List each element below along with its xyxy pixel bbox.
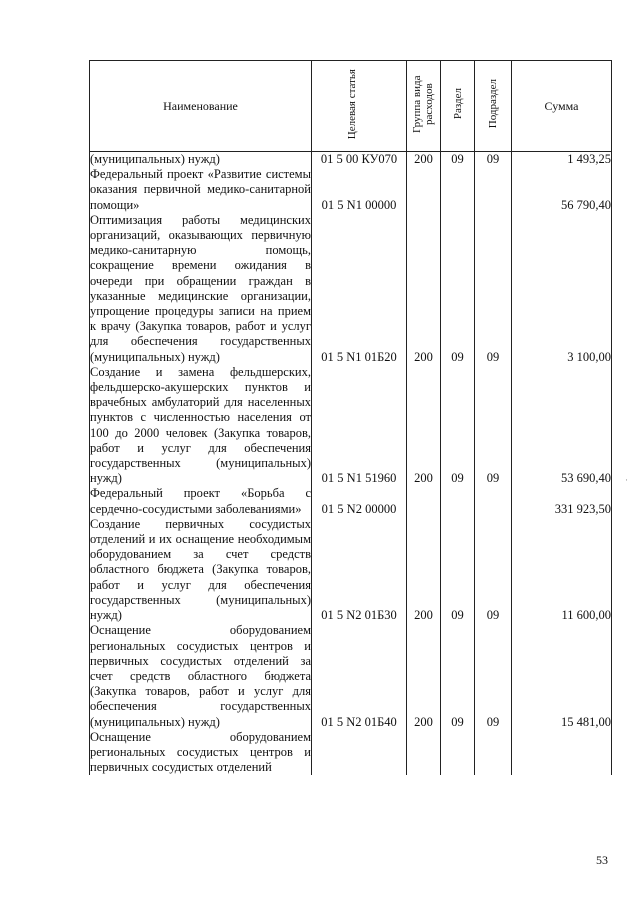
header-sum: Сумма xyxy=(512,61,612,152)
row-section: 09 xyxy=(451,471,464,486)
table-header-row xyxy=(90,61,612,152)
row-sum: 56 790,40 xyxy=(561,197,611,212)
row-subsection: 09 xyxy=(486,714,500,729)
row-name: Оснащение оборудованием региональных сосудистых центров и первичных сосудистых отделений xyxy=(90,729,311,775)
row-group: 200 xyxy=(414,349,433,364)
row-sum xyxy=(512,730,612,776)
row-code: 01 5 N1 01Б20 xyxy=(321,349,397,364)
header-expense-group xyxy=(407,61,441,152)
row-code: 01 5 N1 00000 xyxy=(321,197,397,212)
row-subsection xyxy=(475,730,512,776)
row-subsection xyxy=(475,486,512,516)
table-row xyxy=(90,152,612,168)
row-subsection: 09 xyxy=(486,349,500,364)
margin-mark: · xyxy=(625,475,628,485)
row-sum: 15 481,00 xyxy=(561,714,611,729)
row-section: 09 xyxy=(451,608,464,623)
header-target xyxy=(312,61,407,152)
row-sum: 3 100,00 xyxy=(567,349,611,364)
row-name: Оснащение оборудованием региональных сосудистых центров и первичных сосудистых отделений за счет средств областного бюджета (Закупка товаров, работ и услуг для обеспечения государственных (муниципальных) нужд) xyxy=(90,623,311,729)
row-sum: 11 600,00 xyxy=(561,608,611,623)
row-section xyxy=(441,486,475,516)
row-section: 09 xyxy=(441,152,475,168)
header-name: Наименование xyxy=(90,61,312,152)
page-number: 53 xyxy=(596,853,608,867)
table-row xyxy=(90,730,612,776)
row-section: 09 xyxy=(451,714,464,729)
row-group xyxy=(407,730,441,776)
row-group: 200 xyxy=(414,714,433,729)
row-code xyxy=(312,730,407,776)
row-code: 01 5 N2 01Б30 xyxy=(321,608,397,623)
row-sum: 53 690,40 xyxy=(561,471,611,486)
row-group xyxy=(407,486,441,516)
row-subsection: 09 xyxy=(486,608,500,623)
table-row xyxy=(90,486,612,516)
row-name: Создание и замена фельдшерских, фельдшерско-акушерских пунктов и врачебных амбулаторий для населенных пунктов с численностью населения от 100 до 2000 человек (Закупка товаров, работ и услуг для обеспечения государственных (муниципальных) нужд) xyxy=(90,364,311,486)
row-subsection xyxy=(475,167,512,213)
table-row xyxy=(90,365,612,487)
header-target-label: Целевая статья xyxy=(346,68,358,140)
row-code: 01 5 N2 00000 xyxy=(321,501,397,516)
header-section-label: Раздел xyxy=(451,88,464,120)
row-code: 01 5 00 КУ070 xyxy=(312,152,407,168)
row-group: 200 xyxy=(414,471,433,486)
table-row xyxy=(90,517,612,623)
header-section xyxy=(441,61,475,152)
budget-table xyxy=(89,60,612,775)
row-name: (муниципальных) нужд) xyxy=(90,152,312,168)
row-sum: 1 493,25 xyxy=(512,152,612,168)
row-group: 200 xyxy=(407,152,441,168)
row-name: Оптимизация работы медицинских организаций, оказывающих первичную медико-санитарную помощь, сокращение времени ожидания в очереди при обращении граждан в указанные медицинские организации, упрощение процедуры записи на прием к врачу (Закупка товаров, работ и услуг для обеспечения государственных (муниципальных) нужд) xyxy=(90,212,311,364)
row-name: Федеральный проект «Развитие системы оказания первичной медико-санитарной помощи» xyxy=(90,167,311,212)
row-section xyxy=(441,730,475,776)
header-subsection-label: Подраздел xyxy=(487,79,499,129)
header-expense-group-label: Группа вида расходов xyxy=(410,75,435,133)
row-code: 01 5 N1 51960 xyxy=(321,471,397,486)
row-subsection: 09 xyxy=(475,152,512,168)
table-row xyxy=(90,213,612,365)
table-row xyxy=(90,623,612,729)
row-section: 09 xyxy=(451,349,464,364)
row-section xyxy=(441,167,475,213)
row-group xyxy=(407,167,441,213)
row-name: Федеральный проект «Борьба с сердечно-сосудистыми заболеваниями» xyxy=(90,486,311,516)
row-name: Создание первичных сосудистых отделений и их оснащение необходимым оборудованием за счет средств областного бюджета (Закупка товаров, работ и услуг для обеспечения государственных (муниципальных) нужд) xyxy=(90,516,311,623)
row-sum: 331 923,50 xyxy=(554,501,611,516)
table-row xyxy=(90,167,612,213)
header-subsection xyxy=(475,61,512,152)
row-subsection: 09 xyxy=(486,471,500,486)
row-code: 01 5 N2 01Б40 xyxy=(321,714,397,729)
row-group: 200 xyxy=(414,608,433,623)
